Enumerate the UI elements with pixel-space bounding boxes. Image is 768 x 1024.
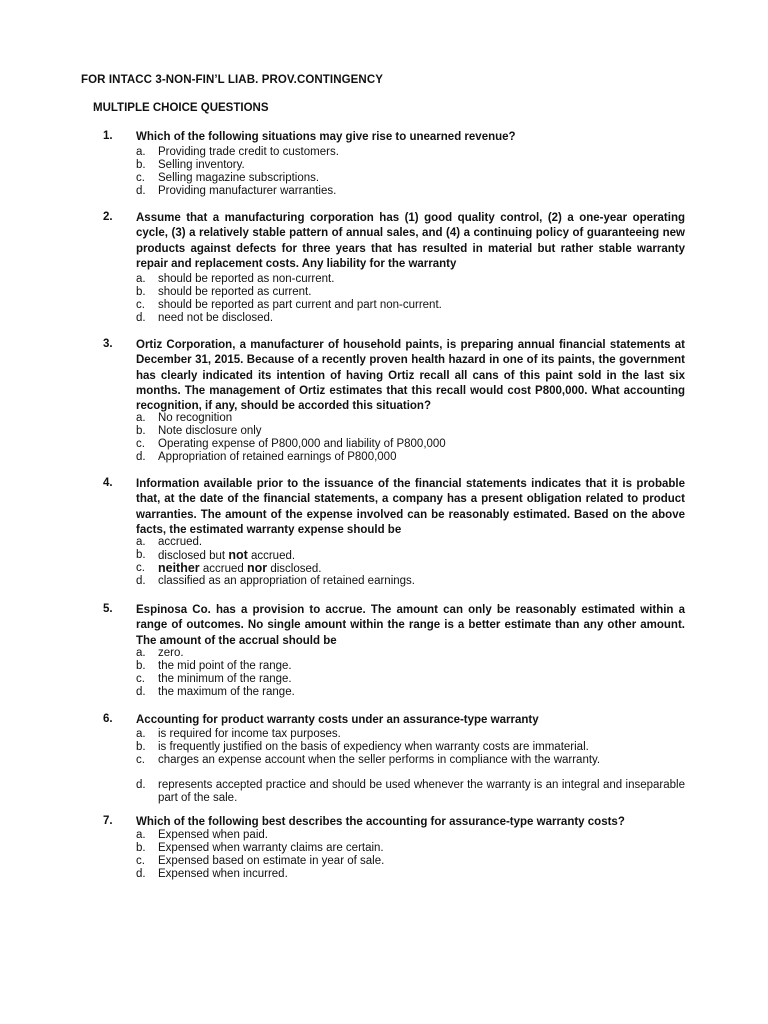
question-number: 5. [103,603,113,615]
question-number: 2. [103,211,113,223]
option-a [136,146,685,159]
emphasis-nor: nor [247,561,268,575]
option-letter: d. [136,185,146,197]
option-letter: c. [136,562,145,574]
option-letter: a. [136,273,146,285]
option-c [136,299,685,312]
option-d [136,185,685,198]
option-text: is frequently justified on the basis of expediency when warranty costs are immaterial. [158,741,589,753]
option-a [136,829,685,842]
option-d [136,686,685,699]
option-text: Note disclosure only [158,425,262,437]
option-letter: c. [136,754,145,766]
option-d [136,312,685,325]
question-stem: Ortiz Corporation, a manufacturer of household paints, is preparing annual financial statements at December 31, 2015. Because of a recently proven health hazard in one of its paints, the government has clearly indicated its intention of having Ortiz recall all cans of this paint sold in the last six months. The management of Ortiz estimates that this recall would cost P800,000. What accounting recognition, if any, should be accorded this situation? [136,339,685,413]
option-letter: c. [136,299,145,311]
option-text: should be reported as part current and part non-current. [158,299,442,311]
option-letter: b. [136,425,146,437]
option-text: the minimum of the range. [158,673,292,685]
option-letter: d. [136,868,146,880]
option-letter: d. [136,312,146,324]
option-d [136,779,685,804]
option-text: classified as an appropriation of retained earnings. [158,575,415,587]
option-text: Selling inventory. [158,159,245,171]
option-d [136,451,685,464]
option-text: No recognition [158,412,233,424]
option-a [136,647,685,660]
option-text: should be reported as current. [158,286,312,298]
question-stem: Accounting for product warranty costs under an assurance-type warranty [136,714,539,726]
option-a [136,728,685,741]
option-text: Operating expense of P800,000 and liability of P800,000 [158,438,446,450]
option-text: Expensed when warranty claims are certain. [158,842,384,854]
option-letter: b. [136,549,146,561]
option-letter: a. [136,829,146,841]
option-b [136,159,685,172]
option-text-part: disclosed but [158,550,229,562]
option-letter: c. [136,673,145,685]
option-letter: a. [136,728,146,740]
option-c [136,562,685,576]
option-text: zero. [158,647,184,659]
option-d [136,575,685,588]
option-b [136,549,685,563]
option-text: Expensed when paid. [158,829,268,841]
emphasis-neither: neither [158,561,200,575]
option-b [136,660,685,673]
option-letter: c. [136,172,145,184]
option-letter: d. [136,686,146,698]
option-a [136,273,685,286]
option-text: Providing manufacturer warranties. [158,185,337,197]
option-text-part: accrued [199,563,247,575]
option-letter: b. [136,741,146,753]
option-text-part: disclosed. [267,563,322,575]
question-number: 1. [103,130,113,142]
question-number: 3. [103,338,113,350]
option-letter: a. [136,536,146,548]
section-heading: MULTIPLE CHOICE QUESTIONS [93,102,269,114]
option-text: the maximum of the range. [158,686,295,698]
option-letter: d. [136,451,146,463]
option-letter: a. [136,412,146,424]
question-number: 6. [103,713,113,725]
option-text: charges an expense account when the seller performs in compliance with the warranty. [158,754,601,766]
question-stem: Espinosa Co. has a provision to accrue. The amount can only be reasonably estimated within a range of outcomes. No single amount within the range is a better estimate than any other amount. The amount of the accrual should be [136,604,685,647]
question-stem: Assume that a manufacturing corporation has (1) good quality control, (2) a one-year operating cycle, (3) a relatively stable pattern of annual sales, and (4) a continuing policy of guaranteeing new products against defects for three years that has resulted in material but rather stable warranty repair and replacement costs. Any liability for the warranty [136,212,685,270]
option-letter: d. [136,779,146,791]
option-text [158,549,685,563]
option-b [136,842,685,855]
option-b [136,286,685,299]
option-a [136,536,685,549]
option-b [136,425,685,438]
option-letter: c. [136,855,145,867]
option-b [136,741,685,754]
option-letter: b. [136,159,146,171]
option-text: is required for income tax purposes. [158,728,341,740]
option-text: accrued. [158,536,203,548]
option-c [136,855,685,868]
option-text: the mid point of the range. [158,660,292,672]
option-a [136,412,685,425]
option-letter: b. [136,660,146,672]
question-stem: Which of the following best describes the accounting for assurance-type warranty costs? [136,816,625,828]
option-text: Appropriation of retained earnings of P800,000 [158,451,397,463]
option-text: need not be disclosed. [158,312,274,324]
document-title: FOR INTACC 3-NON-FIN’L LIAB. PROV.CONTINGENCY [81,74,384,86]
option-text: represents accepted practice and should be used whenever the warranty is an integral and inseparable part of the sale. [158,779,685,804]
option-text: Providing trade credit to customers. [158,146,339,158]
option-c [136,673,685,686]
option-text: Expensed when incurred. [158,868,288,880]
option-d [136,868,685,881]
option-letter: b. [136,842,146,854]
option-c [136,754,685,767]
option-text: should be reported as non-current. [158,273,335,285]
option-text: Selling magazine subscriptions. [158,172,320,184]
option-letter: c. [136,438,145,450]
option-letter: b. [136,286,146,298]
question-stem: Which of the following situations may give rise to unearned revenue? [136,131,516,143]
option-text-part: accrued. [247,550,296,562]
option-c [136,172,685,185]
question-stem: Information available prior to the issuance of the financial statements indicates that it is probable that, at the date of the financial statements, a company has a present obligation related to product warranties. The amount of the expense involved can be reasonably estimated. Based on the above facts, the estimated warranty expense should be [136,478,685,536]
option-letter: d. [136,575,146,587]
emphasis-not: not [228,548,248,562]
option-letter: a. [136,647,146,659]
question-number: 4. [103,477,113,489]
option-text: Expensed based on estimate in year of sale. [158,855,385,867]
question-number: 7. [103,815,113,827]
option-c [136,438,685,451]
option-letter: a. [136,146,146,158]
option-text [158,562,685,576]
